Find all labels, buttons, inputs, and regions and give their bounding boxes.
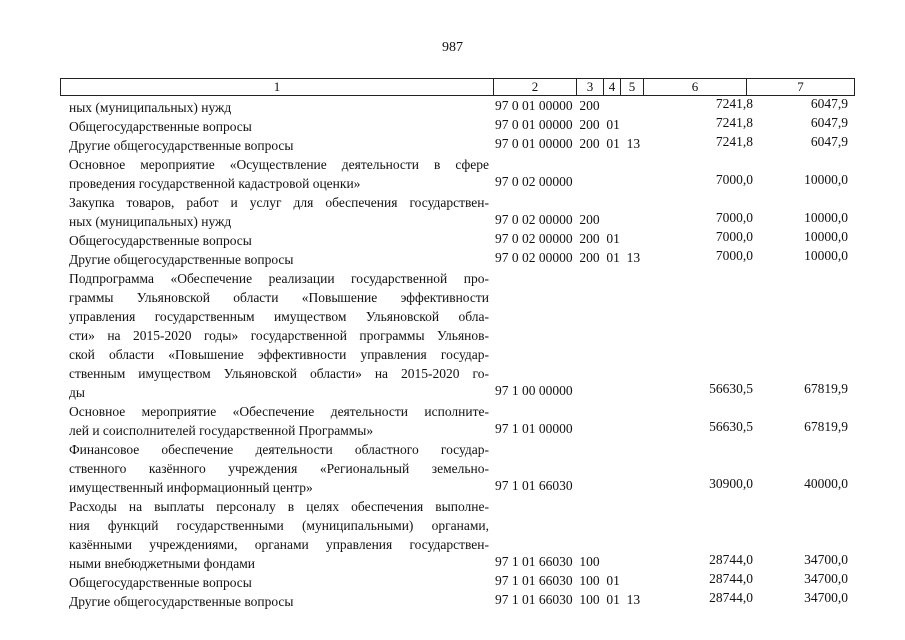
header-col-6: 6: [643, 79, 746, 95]
row-code: 97 0 02 00000 200 01: [495, 231, 620, 246]
header-col-4: 4: [603, 79, 620, 95]
row-description: [69, 117, 489, 136]
row-description-line: проведения государственной кадастровой оценки»: [69, 176, 361, 191]
row-value-col6: 28744,0: [709, 571, 753, 586]
row-description-line: ных (муниципальных) нужд: [69, 100, 232, 115]
row-code: 97 0 01 00000 200 01: [495, 117, 620, 132]
row-code: 97 0 02 00000 200: [495, 212, 600, 227]
row-description-line: ской области «Повышение эффективности управления государ-: [69, 347, 489, 362]
row-description-line: Другие общегосударственные вопросы: [69, 594, 294, 609]
row-code: 97 1 01 66030 100 01: [495, 573, 620, 588]
row-code: 97 1 01 66030 100: [495, 554, 600, 569]
row-value-col7: 10000,0: [804, 172, 848, 187]
row-value-col6: 7241,8: [715, 96, 753, 111]
row-code: 97 0 02 00000: [495, 174, 573, 189]
page-number: 987: [442, 40, 463, 55]
header-col-3: 3: [576, 79, 603, 95]
row-value-col7: 6047,9: [810, 115, 848, 130]
row-description-line: Подпрограмма «Обеспечение реализации государственной про-: [69, 271, 489, 286]
row-value-col7: 34700,0: [804, 590, 848, 605]
row-code: 97 1 01 66030: [495, 478, 573, 493]
row-code: 97 0 01 00000 200: [495, 98, 600, 113]
row-value-col7: 10000,0: [804, 248, 848, 263]
row-value-col7: 67819,9: [804, 381, 848, 396]
row-value-col6: 7000,0: [715, 229, 753, 244]
row-description-line: Расходы на выплаты персоналу в целях обеспечения выполне-: [69, 499, 489, 514]
row-value-col7: 10000,0: [804, 210, 848, 225]
row-description-line: Основное мероприятие «Осуществление деятельности в сфере: [69, 157, 489, 172]
row-description: [69, 573, 489, 592]
row-description-line: Основное мероприятие «Обеспечение деятельности исполните-: [69, 404, 489, 419]
row-description: [69, 250, 489, 269]
row-description-line: ных (муниципальных) нужд: [69, 214, 232, 229]
row-value-col7: 10000,0: [804, 229, 848, 244]
row-description: [69, 136, 489, 155]
row-description-line: Общегосударственные вопросы: [69, 119, 252, 134]
row-code: 97 0 02 00000 200 01 13: [495, 250, 641, 265]
row-description: [69, 155, 489, 193]
row-value-col6: 7000,0: [715, 248, 753, 263]
row-description: [69, 231, 489, 250]
row-value-col6: 7241,8: [715, 134, 753, 149]
row-value-col6: 7000,0: [715, 210, 753, 225]
row-description-line: граммы Ульяновской области «Повышение эффективности: [69, 290, 489, 305]
row-code: 97 0 01 00000 200 01 13: [495, 136, 641, 151]
row-description: [69, 497, 489, 573]
row-value-col6: 28744,0: [709, 590, 753, 605]
row-description-line: ния функций государственными (муниципальными) органами,: [69, 518, 489, 533]
row-value-col6: 28744,0: [709, 552, 753, 567]
row-value-col7: 6047,9: [810, 134, 848, 149]
row-description-line: ственным имуществом Ульяновской области» на 2015-2020 го-: [69, 366, 489, 381]
row-value-col6: 56630,5: [709, 419, 753, 434]
row-description: [69, 592, 489, 611]
row-description-line: Закупка товаров, работ и услуг для обеспечения государствен-: [69, 195, 489, 210]
row-description-line: Другие общегосударственные вопросы: [69, 252, 294, 267]
header-col-1: 1: [273, 79, 281, 94]
row-value-col6: 7000,0: [715, 172, 753, 187]
row-code: 97 1 00 00000: [495, 383, 573, 398]
row-description-line: Общегосударственные вопросы: [69, 233, 252, 248]
row-description-line: сти» на 2015-2020 годы» государственной программы Ульянов-: [69, 328, 489, 343]
row-description-line: Другие общегосударственные вопросы: [69, 138, 294, 153]
row-code: 97 1 01 00000: [495, 421, 573, 436]
row-description: [69, 269, 489, 402]
row-description: [69, 193, 489, 231]
table-header: [60, 78, 855, 96]
row-description: [69, 440, 489, 497]
row-value-col7: 34700,0: [804, 552, 848, 567]
row-value-col6: 7241,8: [715, 115, 753, 130]
header-col-5: 5: [620, 79, 643, 95]
header-col-7: 7: [746, 79, 854, 95]
row-description: [69, 402, 489, 440]
row-value-col7: 34700,0: [804, 571, 848, 586]
row-description-line: управления государственным имуществом Ульяновской обла-: [69, 309, 489, 324]
row-description-line: ными внебюджетными фондами: [69, 556, 255, 571]
row-value-col6: 30900,0: [709, 476, 753, 491]
row-value-col7: 6047,9: [810, 96, 848, 111]
row-description-line: имущественный информационный центр»: [69, 480, 313, 495]
row-value-col6: 56630,5: [709, 381, 753, 396]
row-value-col7: 67819,9: [804, 419, 848, 434]
row-description-line: Общегосударственные вопросы: [69, 575, 252, 590]
row-description-line: казёнными учреждениями, органами управления государствен-: [69, 537, 489, 552]
row-description-line: ственного казённого учреждения «Региональный земельно-: [69, 461, 489, 476]
row-description-line: лей и соисполнителей государственной Программы»: [69, 423, 374, 438]
row-description-line: Финансовое обеспечение деятельности областного государ-: [69, 442, 489, 457]
header-col-2: 2: [493, 79, 576, 95]
row-description: [69, 98, 489, 117]
row-value-col7: 40000,0: [804, 476, 848, 491]
row-code: 97 1 01 66030 100 01 13: [495, 592, 641, 607]
row-description-line: ды: [69, 385, 85, 400]
